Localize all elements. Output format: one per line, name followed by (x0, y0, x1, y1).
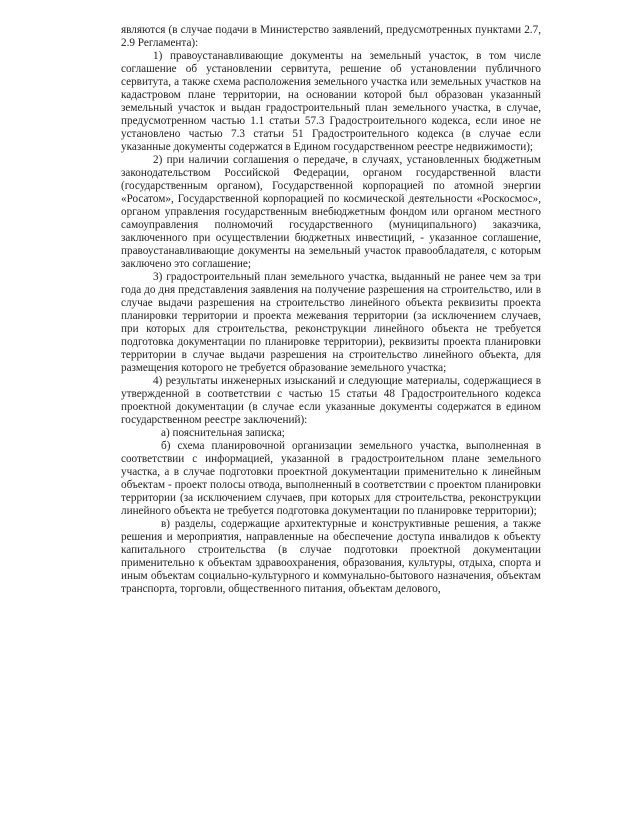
paragraph-subitem-a: а) пояснительная записка; (161, 427, 285, 439)
paragraph-subitem-v: в) разделы, содержащие архитектурные и конструктивные решения, а также решения и мероприятия, направленные на обеспечение доступа инвалидов к объекту капитального строительства (в случае подготовки проектной документации применительно к объектам здравоохранения, образования, культуры, отдыха, спорта и иным объектам социально-культурного и коммунально-бытового назначения, объектам транспорта, торговли, общественного питания, объектам делового, (121, 518, 541, 595)
paragraph-item-4: 4) результаты инженерных изысканий и следующие материалы, содержащиеся в утвержденной в соответствии с частью 15 статьи 48 Градостроительного кодекса проектной документации (в случае если указанные документы содержатся в едином государственном реестре заключений): (121, 375, 541, 426)
paragraph-item-3: 3) градостроительный план земельного участка, выданный не ранее чем за три года до дня представления заявления на получение разрешения на строительство, или в случае выдачи разрешения на строительство линейного объекта реквизиты проекта планировки территории и проекта межевания территории (за исключением случаев, при которых для строительства, реконструкции линейного объекта не требуется подготовка документации по планировке территории), реквизиты проекта планировки территории в случае выдачи разрешения на строительство линейного объекта, для размещения которого не требуется образование земельного участка; (121, 271, 541, 374)
paragraph-item-1: 1) правоустанавливающие документы на земельный участок, в том числе соглашение об установлении сервитута, решение об установлении публичного сервитута, а также схема расположения земельного участка или земельных участков на кадастровом плане территории, на основании которой был образован указанный земельный участок и выдан градостроительный план земельного участка, в случае, предусмотренном частью 1.1 статьи 57.3 Градостроительного кодекса, если иное не установлено частью 7.3 статьи 51 Градостроительного кодекса (в случае если указанные документы содержатся в Едином государственном реестре недвижимости); (121, 50, 541, 153)
document-body (121, 24, 541, 596)
lead-paragraph: являются (в случае подачи в Министерство заявлений, предусмотренных пунктами 2.7, 2.9 Регламента): (121, 24, 541, 49)
paragraph-item-2: 2) при наличии соглашения о передаче, в случаях, установленных бюджетным законодательством Российской Федерации, органом государственной власти (государственным органом), Государственной корпорацией по атомной энергии «Росатом», Государственной корпорацией по космической деятельности «Роскосмос», органом управления государственным внебюджетным фондом или органом местного самоуправления полномочий государственного (муниципального) заказчика, заключенного при осуществлении бюджетных инвестиций, - указанное соглашение, правоустанавливающие документы на земельный участок правообладателя, с которым заключено это соглашение; (121, 154, 541, 270)
paragraph-subitem-b: б) схема планировочной организации земельного участка, выполненная в соответствии с информацией, указанной в градостроительном плане земельного участка, а в случае подготовки проектной документации применительно к линейным объектам - проект полосы отвода, выполненный в соответствии с проектом планировки территории (за исключением случаев, при которых для строительства, реконструкции линейного объекта не требуется подготовка документации по планировке территории); (121, 440, 541, 517)
